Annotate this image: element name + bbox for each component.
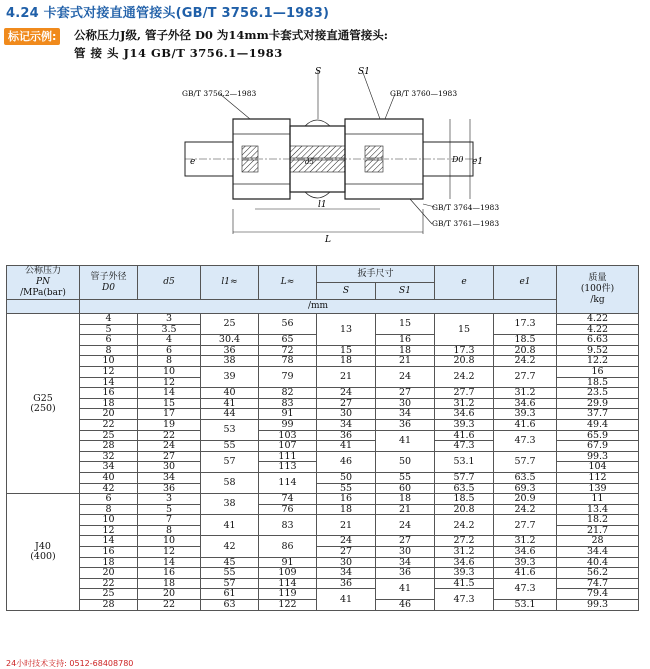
cell-s: 13 xyxy=(317,314,376,346)
cell-mass: 34.4 xyxy=(557,547,639,558)
cell-s: 41 xyxy=(317,441,376,452)
cell-e1: 34.6 xyxy=(494,547,557,558)
cell-d5: 6 xyxy=(138,345,201,356)
cell-d5: 10 xyxy=(138,366,201,377)
cell-e1: 27.7 xyxy=(494,366,557,387)
cell-mass: 21.7 xyxy=(557,525,639,536)
cell-e: 20.8 xyxy=(435,504,494,515)
cell-l: 109 xyxy=(259,568,317,579)
table-row xyxy=(7,409,639,420)
cell-d5: 8 xyxy=(138,356,201,367)
cell-s: 21 xyxy=(317,366,376,387)
group-g25 xyxy=(7,314,80,494)
cell-s1: 46 xyxy=(376,600,435,611)
cell-s: 50 xyxy=(317,472,376,483)
cell-mass: 74.7 xyxy=(557,578,639,589)
cell-d5: 18 xyxy=(138,578,201,589)
cell-s1: 50 xyxy=(376,451,435,472)
table-row xyxy=(7,515,639,526)
cell-mass: 65.9 xyxy=(557,430,639,441)
group-g25-label: G25 xyxy=(33,392,53,404)
cell-e1: 27.7 xyxy=(494,515,557,536)
cell-d5: 14 xyxy=(138,388,201,399)
cell-s1: 18 xyxy=(376,345,435,356)
cell-d0: 32 xyxy=(80,451,138,462)
cell-d0: 4 xyxy=(80,314,138,325)
cell-mass: 12.2 xyxy=(557,356,639,367)
cell-mass: 16 xyxy=(557,366,639,377)
cell-d0: 40 xyxy=(80,472,138,483)
cell-s1: 16 xyxy=(376,335,435,346)
cell-e: 53.1 xyxy=(435,451,494,472)
cell-d5: 17 xyxy=(138,409,201,420)
cell-d0: 28 xyxy=(80,600,138,611)
table-row xyxy=(7,568,639,579)
cell-d0: 10 xyxy=(80,356,138,367)
cell-d5: 36 xyxy=(138,483,201,494)
table-row xyxy=(7,388,639,399)
cell-e1: 24.2 xyxy=(494,504,557,515)
cell-l1: 53 xyxy=(201,419,259,440)
cell-s: 30 xyxy=(317,557,376,568)
cell-s: 46 xyxy=(317,451,376,472)
cell-l: 114 xyxy=(259,472,317,493)
cell-d5: 3.5 xyxy=(138,324,201,335)
table-row xyxy=(7,398,639,409)
header-unit-blank xyxy=(7,300,80,314)
cell-d5: 5 xyxy=(138,504,201,515)
header-d0-symbol: D0 xyxy=(102,282,115,293)
label-e1: e1 xyxy=(472,157,484,167)
cell-d0: 5 xyxy=(80,324,138,335)
cell-e: 47.3 xyxy=(435,589,494,610)
cell-s1: 36 xyxy=(376,419,435,430)
label-std-left: GB/T 3756.2—1983 xyxy=(182,89,257,98)
cell-s1: 24 xyxy=(376,366,435,387)
cell-s: 55 xyxy=(317,483,376,494)
cell-s1: 60 xyxy=(376,483,435,494)
cell-l: 111 xyxy=(259,451,317,462)
cell-s1: 27 xyxy=(376,536,435,547)
cell-d5: 30 xyxy=(138,462,201,473)
header-mass-text: 质量 xyxy=(588,273,607,283)
cell-e: 34.6 xyxy=(435,409,494,420)
group-j40-label: J40 xyxy=(35,541,51,553)
cell-l1: 57 xyxy=(201,578,259,589)
cell-e1: 20.9 xyxy=(494,494,557,505)
cell-d5: 20 xyxy=(138,589,201,600)
label-std-lower-1: GB/T 3764—1983 xyxy=(432,203,500,212)
cell-e: 31.2 xyxy=(435,547,494,558)
header-s: S xyxy=(317,283,376,300)
cell-e1: 31.2 xyxy=(494,388,557,399)
dimension-table xyxy=(6,265,639,611)
cell-mass: 13.4 xyxy=(557,504,639,515)
cell-s1: 24 xyxy=(376,515,435,536)
cell-d5: 16 xyxy=(138,568,201,579)
cell-l: 122 xyxy=(259,600,317,611)
cell-mass: 99.3 xyxy=(557,600,639,611)
cell-d5: 22 xyxy=(138,600,201,611)
cell-d0: 16 xyxy=(80,547,138,558)
header-e1: e1 xyxy=(494,266,557,300)
cell-l1: 58 xyxy=(201,472,259,493)
cell-s: 27 xyxy=(317,547,376,558)
cell-d5: 22 xyxy=(138,430,201,441)
cell-l: 91 xyxy=(259,557,317,568)
cell-d5: 24 xyxy=(138,441,201,452)
header-unit-mm: /mm xyxy=(80,300,557,314)
cell-l: 65 xyxy=(259,335,317,346)
cell-e: 27.7 xyxy=(435,388,494,399)
cell-d0: 34 xyxy=(80,462,138,473)
cell-d0: 42 xyxy=(80,483,138,494)
table-row xyxy=(7,356,639,367)
label-std-right: GB/T 3760—1983 xyxy=(390,89,458,98)
table-row xyxy=(7,504,639,515)
label-d0: D0 xyxy=(452,155,464,164)
cell-e: 41.5 xyxy=(435,578,494,589)
cell-s: 16 xyxy=(317,494,376,505)
cell-l1: 30.4 xyxy=(201,335,259,346)
cell-e1: 57.7 xyxy=(494,451,557,472)
cell-e1: 39.3 xyxy=(494,557,557,568)
cell-s1: 15 xyxy=(376,314,435,335)
table-row xyxy=(7,419,639,430)
table-row xyxy=(7,430,639,441)
cell-e: 39.3 xyxy=(435,419,494,430)
table-row xyxy=(7,494,639,505)
fitting-drawing xyxy=(180,64,500,254)
cell-l1: 42 xyxy=(201,536,259,557)
header-d5: d5 xyxy=(138,266,201,300)
cell-mass: 23.5 xyxy=(557,388,639,399)
cell-mass: 139 xyxy=(557,483,639,494)
cell-mass: 56.2 xyxy=(557,568,639,579)
cell-d5: 12 xyxy=(138,377,201,388)
cell-e: 24.2 xyxy=(435,515,494,536)
table-row xyxy=(7,536,639,547)
cell-d0: 25 xyxy=(80,430,138,441)
label-l: L xyxy=(325,235,331,245)
cell-s: 30 xyxy=(317,409,376,420)
table-row xyxy=(7,366,639,377)
cell-l1: 45 xyxy=(201,557,259,568)
cell-mass: 11 xyxy=(557,494,639,505)
example-line-1: 公称压力J级, 管子外径 D0 为14mm卡套式对接直通管接头: xyxy=(74,28,389,42)
cell-mass: 49.4 xyxy=(557,419,639,430)
cell-l: 119 xyxy=(259,589,317,600)
table-row xyxy=(7,557,639,568)
cell-l: 86 xyxy=(259,536,317,557)
cell-s1: 27 xyxy=(376,388,435,399)
cell-e1: 24.2 xyxy=(494,356,557,367)
cell-mass: 28 xyxy=(557,536,639,547)
cell-d0: 16 xyxy=(80,388,138,399)
cell-d5: 8 xyxy=(138,525,201,536)
cell-l: 78 xyxy=(259,356,317,367)
example-line-2: 管 接 头 J14 GB/T 3756.1—1983 xyxy=(74,46,283,60)
cell-l: 82 xyxy=(259,388,317,399)
cell-s1: 18 xyxy=(376,494,435,505)
example-badge: 标记示例: xyxy=(4,28,60,45)
cell-mass: 67.9 xyxy=(557,441,639,452)
label-s1: S1 xyxy=(358,67,370,77)
cell-s1: 21 xyxy=(376,504,435,515)
cell-d0: 6 xyxy=(80,494,138,505)
cell-mass: 9.52 xyxy=(557,345,639,356)
cell-e1: 20.8 xyxy=(494,345,557,356)
cell-l1: 57 xyxy=(201,451,259,472)
cell-l: 83 xyxy=(259,515,317,536)
cell-mass: 18.5 xyxy=(557,377,639,388)
header-mass-unit: /kg xyxy=(590,295,605,305)
header-pn-text: 公称压力 xyxy=(24,266,61,276)
cell-s1: 30 xyxy=(376,398,435,409)
cell-e1: 41.6 xyxy=(494,568,557,579)
header-l1: l1≈ xyxy=(201,266,259,300)
cell-mass: 112 xyxy=(557,472,639,483)
cell-d0: 25 xyxy=(80,589,138,600)
cell-l: 56 xyxy=(259,314,317,335)
cell-mass: 6.63 xyxy=(557,335,639,346)
cell-l: 113 xyxy=(259,462,317,473)
header-l: L≈ xyxy=(259,266,317,300)
cell-e1: 47.3 xyxy=(494,430,557,451)
cell-s: 18 xyxy=(317,504,376,515)
cell-l1: 55 xyxy=(201,441,259,452)
header-wrench: 扳手尺寸 xyxy=(317,266,435,283)
cell-e: 15 xyxy=(435,314,494,346)
cell-s: 34 xyxy=(317,419,376,430)
cell-e1: 63.5 xyxy=(494,472,557,483)
cell-l1: 41 xyxy=(201,398,259,409)
cell-d0: 14 xyxy=(80,377,138,388)
cell-s: 21 xyxy=(317,515,376,536)
cell-d0: 12 xyxy=(80,525,138,536)
cell-e1: 53.1 xyxy=(494,600,557,611)
cell-mass: 29.9 xyxy=(557,398,639,409)
dimension-table-wrap xyxy=(6,265,639,611)
cell-l: 72 xyxy=(259,345,317,356)
cell-e1: 31.2 xyxy=(494,536,557,547)
cell-s1: 30 xyxy=(376,547,435,558)
header-pn-unit: /MPa(bar) xyxy=(20,288,66,298)
cell-e1: 39.3 xyxy=(494,409,557,420)
cell-l1: 39 xyxy=(201,366,259,387)
cell-e: 27.2 xyxy=(435,536,494,547)
cell-l1: 55 xyxy=(201,568,259,579)
cell-s1: 41 xyxy=(376,430,435,451)
label-e: e xyxy=(190,157,196,167)
cell-s: 18 xyxy=(317,356,376,367)
cell-s1: 55 xyxy=(376,472,435,483)
cell-s1: 21 xyxy=(376,356,435,367)
cell-s1: 34 xyxy=(376,557,435,568)
cell-e: 47.3 xyxy=(435,441,494,452)
cell-l: 91 xyxy=(259,409,317,420)
footer-support: 24小时技术支持: 0512-68408780 xyxy=(6,659,134,668)
cell-d0: 22 xyxy=(80,578,138,589)
table-row xyxy=(7,578,639,589)
group-g25-bar: (250) xyxy=(30,402,56,414)
label-d5: d5 xyxy=(305,158,314,166)
cell-d0: 18 xyxy=(80,398,138,409)
cell-mass: 104 xyxy=(557,462,639,473)
cell-d5: 34 xyxy=(138,472,201,483)
cell-e1: 18.5 xyxy=(494,335,557,346)
cell-l1: 63 xyxy=(201,600,259,611)
cell-s1: 34 xyxy=(376,409,435,420)
table-row xyxy=(7,547,639,558)
cell-e1: 41.6 xyxy=(494,419,557,430)
cell-mass: 4.22 xyxy=(557,324,639,335)
cell-d0: 22 xyxy=(80,419,138,430)
cell-s: 24 xyxy=(317,388,376,399)
cell-l: 83 xyxy=(259,398,317,409)
cell-d0: 12 xyxy=(80,366,138,377)
cell-e1: 17.3 xyxy=(494,314,557,335)
label-std-lower-2: GB/T 3761—1983 xyxy=(432,219,500,228)
cell-l: 99 xyxy=(259,419,317,430)
cell-l: 79 xyxy=(259,366,317,387)
group-j40 xyxy=(7,494,80,611)
cell-s: 24 xyxy=(317,536,376,547)
cell-l: 76 xyxy=(259,504,317,515)
cell-l1: 61 xyxy=(201,589,259,600)
group-j40-bar: (400) xyxy=(30,550,56,562)
cell-d5: 19 xyxy=(138,419,201,430)
cell-s: 15 xyxy=(317,345,376,356)
cell-l: 103 xyxy=(259,430,317,441)
cell-d0: 28 xyxy=(80,441,138,452)
header-d0-text: 管子外径 xyxy=(90,271,127,282)
cell-e: 20.8 xyxy=(435,356,494,367)
cell-d0: 10 xyxy=(80,515,138,526)
header-mass-count: (100件) xyxy=(580,284,615,294)
cell-l1: 41 xyxy=(201,515,259,536)
cell-d5: 10 xyxy=(138,536,201,547)
cell-l: 74 xyxy=(259,494,317,505)
cell-e1: 47.3 xyxy=(494,578,557,599)
label-l1: l1 xyxy=(318,200,327,210)
cell-mass: 4.22 xyxy=(557,314,639,325)
cell-l1: 44 xyxy=(201,409,259,420)
cell-l1: 38 xyxy=(201,356,259,367)
cell-l1: 40 xyxy=(201,388,259,399)
cell-l: 107 xyxy=(259,441,317,452)
page-title: 4.24 卡套式对接直通管接头(GB/T 3756.1—1983) xyxy=(6,6,330,21)
table-row xyxy=(7,314,639,325)
cell-s1: 41 xyxy=(376,578,435,599)
header-d0 xyxy=(80,266,138,300)
table-row xyxy=(7,483,639,494)
table-row xyxy=(7,345,639,356)
cell-mass: 40.4 xyxy=(557,557,639,568)
cell-d0: 8 xyxy=(80,345,138,356)
cell-s1: 36 xyxy=(376,568,435,579)
cell-e: 17.3 xyxy=(435,345,494,356)
cell-d5: 3 xyxy=(138,314,201,325)
cell-d0: 6 xyxy=(80,335,138,346)
cell-s: 36 xyxy=(317,430,376,441)
cell-e: 24.2 xyxy=(435,366,494,387)
cell-d5: 14 xyxy=(138,557,201,568)
cell-d0: 20 xyxy=(80,409,138,420)
cell-mass: 79.4 xyxy=(557,589,639,600)
cell-l1: 36 xyxy=(201,345,259,356)
cell-e: 18.5 xyxy=(435,494,494,505)
cell-d0: 8 xyxy=(80,504,138,515)
cell-l1: 38 xyxy=(201,494,259,515)
cell-e: 34.6 xyxy=(435,557,494,568)
cell-s: 27 xyxy=(317,398,376,409)
cell-d5: 27 xyxy=(138,451,201,462)
cell-d5: 15 xyxy=(138,398,201,409)
cell-e: 41.6 xyxy=(435,430,494,441)
table-row xyxy=(7,451,639,462)
cell-d0: 20 xyxy=(80,568,138,579)
cell-d5: 3 xyxy=(138,494,201,505)
header-pn-symbol: PN xyxy=(36,277,50,287)
cell-s: 34 xyxy=(317,568,376,579)
table-row xyxy=(7,472,639,483)
cell-e1: 34.6 xyxy=(494,398,557,409)
cell-e: 63.5 xyxy=(435,483,494,494)
cell-s: 36 xyxy=(317,578,376,589)
cell-d5: 12 xyxy=(138,547,201,558)
cell-s: 41 xyxy=(317,589,376,610)
cell-e: 57.7 xyxy=(435,472,494,483)
cell-mass: 37.7 xyxy=(557,409,639,420)
label-s: S xyxy=(315,67,322,77)
cell-l: 114 xyxy=(259,578,317,589)
cell-d5: 4 xyxy=(138,335,201,346)
cell-e1: 69.3 xyxy=(494,483,557,494)
header-pn xyxy=(7,266,80,300)
cell-d0: 14 xyxy=(80,536,138,547)
cell-e: 31.2 xyxy=(435,398,494,409)
header-mass xyxy=(557,266,639,314)
cell-e: 39.3 xyxy=(435,568,494,579)
cell-d0: 18 xyxy=(80,557,138,568)
header-s1: S1 xyxy=(376,283,435,300)
cell-mass: 99.3 xyxy=(557,451,639,462)
cell-l1: 25 xyxy=(201,314,259,335)
cell-d5: 7 xyxy=(138,515,201,526)
cell-mass: 18.2 xyxy=(557,515,639,526)
header-e: e xyxy=(435,266,494,300)
